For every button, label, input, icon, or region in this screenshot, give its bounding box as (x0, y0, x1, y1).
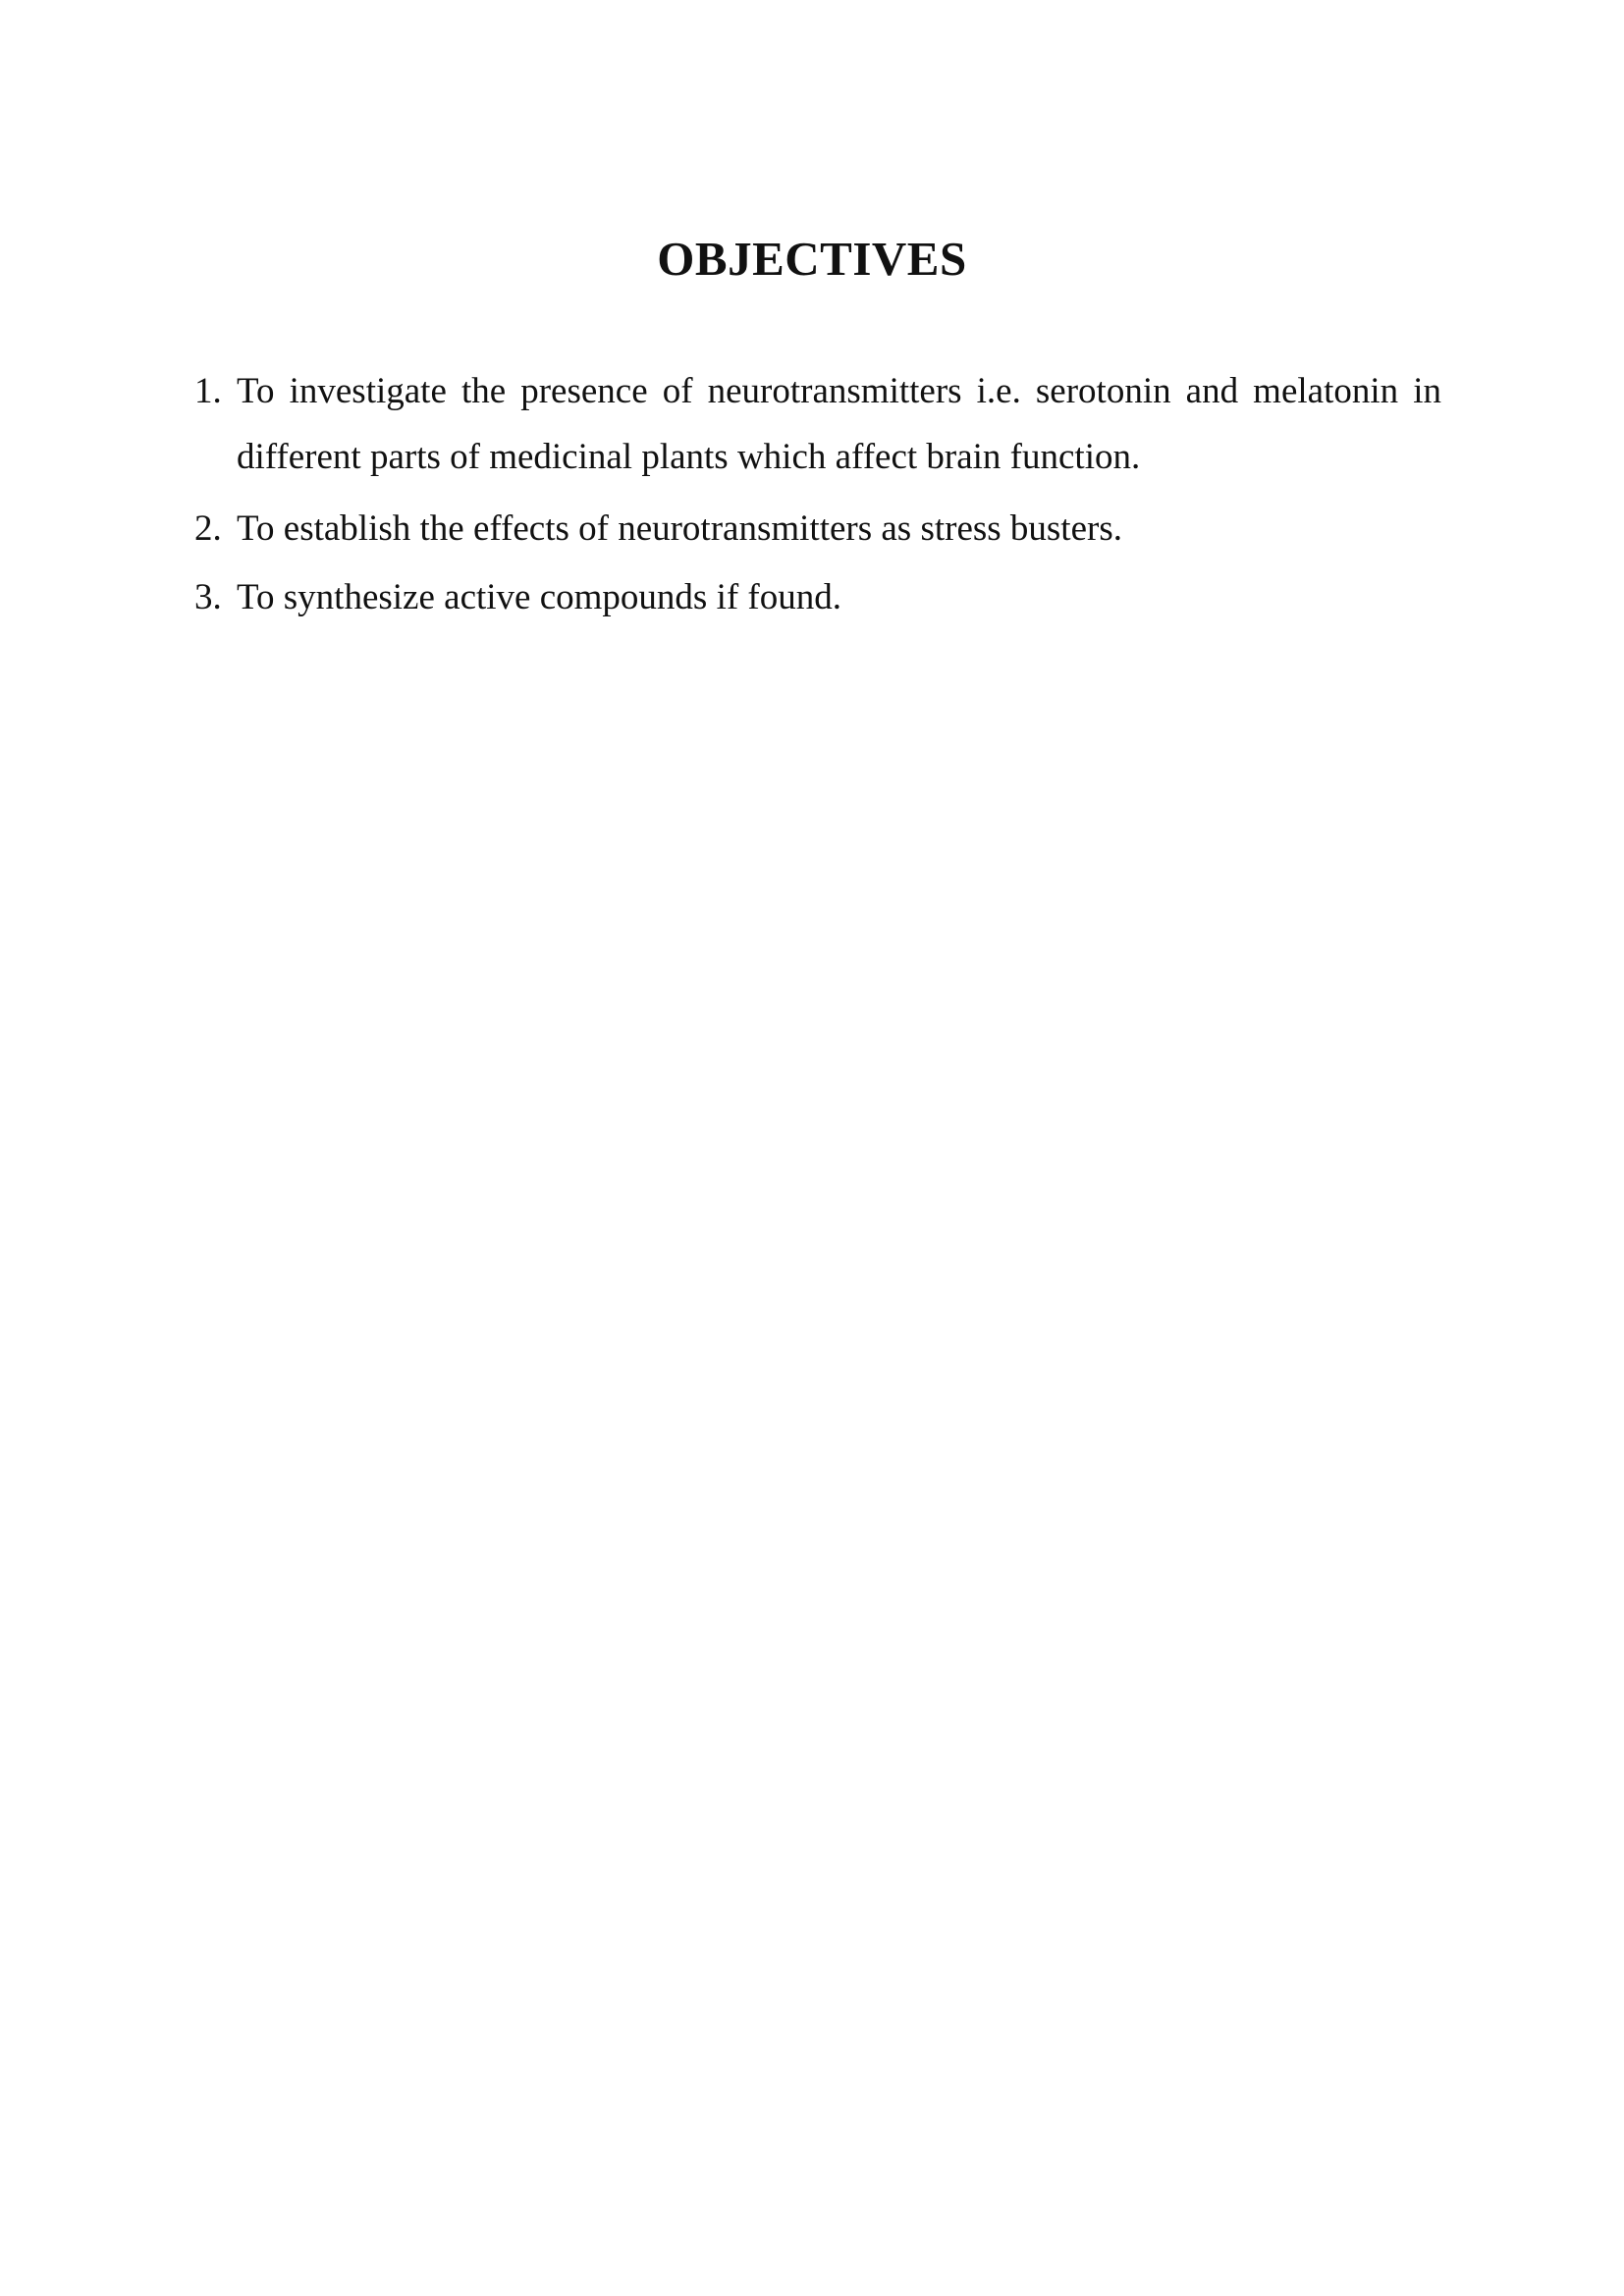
objective-text: To synthesize active compounds if found. (237, 577, 841, 617)
page-title: OBJECTIVES (657, 231, 967, 286)
objectives-list (194, 358, 1441, 630)
objective-item-2 (194, 496, 1441, 561)
objective-text: To establish the effects of neurotransmitters as stress busters. (237, 508, 1122, 549)
objective-text: To investigate the presence of neurotransmitters i.e. serotonin and melatonin in different parts of medicinal plants which affect brain function. (237, 371, 1441, 477)
objective-number: 3. (194, 577, 222, 617)
objective-number: 2. (194, 508, 222, 549)
objective-number: 1. (194, 371, 222, 411)
objective-item-1 (194, 358, 1441, 490)
objective-item-3 (194, 564, 1441, 630)
